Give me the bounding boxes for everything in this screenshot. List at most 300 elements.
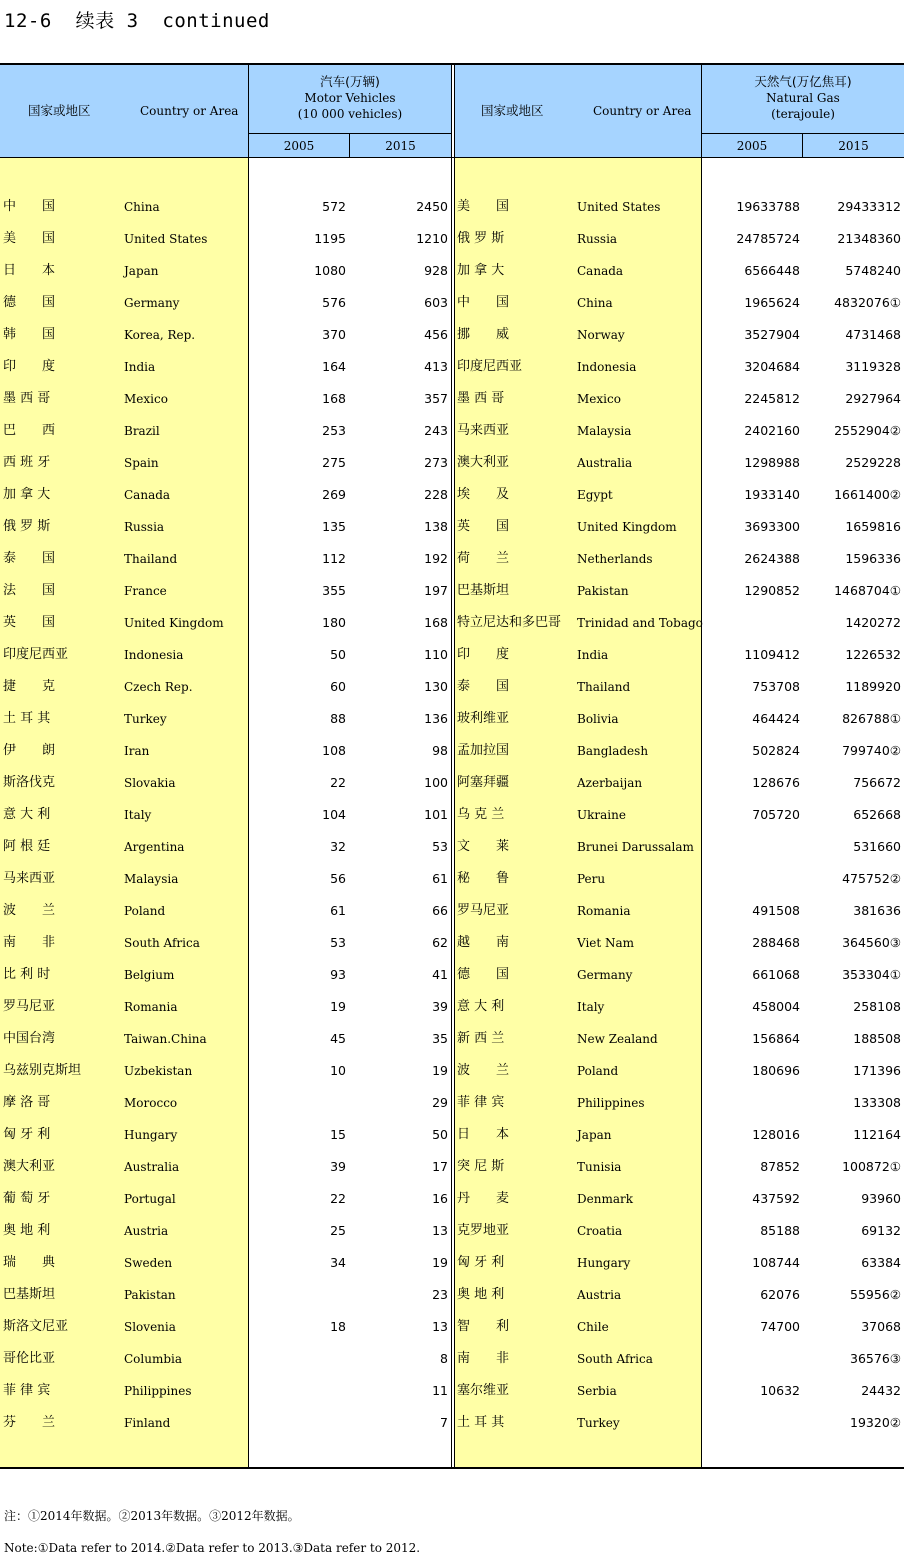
right-country-en: Netherlands xyxy=(577,552,653,566)
note-cn: 注：①2014年数据。②2013年数据。③2012年数据。 xyxy=(4,1509,300,1523)
right-country-en: Azerbaijan xyxy=(577,776,643,790)
left-country-en: Germany xyxy=(124,296,180,310)
left-country-en: Brazil xyxy=(124,424,160,438)
table-row xyxy=(0,575,904,607)
right-country-cn: 美 国 xyxy=(457,199,510,214)
right-country-en: Poland xyxy=(577,1064,619,1078)
right-country-cn: 文 莱 xyxy=(457,839,510,854)
vehicles-2005-cell: 275 xyxy=(322,455,346,470)
left-country-cn: 土 耳 其 xyxy=(3,711,51,726)
right-country-en: Serbia xyxy=(577,1384,617,1398)
vehicles-2015-cell: 19 xyxy=(432,1255,448,1270)
right-country-cn: 荷 兰 xyxy=(457,551,510,566)
right-country-en: Austria xyxy=(577,1288,622,1302)
left-country-cn: 斯洛文尼亚 xyxy=(3,1319,69,1334)
right-country-en: Peru xyxy=(577,872,606,886)
vehicles-2005-cell: 572 xyxy=(322,199,346,214)
left-country-cn: 加 拿 大 xyxy=(3,487,51,502)
table-row xyxy=(0,351,904,383)
right-country-cn: 埃 及 xyxy=(457,487,510,502)
vehicles-2005-cell: 108 xyxy=(322,743,346,758)
gas-2015-cell: 2927964 xyxy=(845,391,901,406)
vehicles-2015-cell: 110 xyxy=(424,647,448,662)
gas-2005-cell: 74700 xyxy=(760,1319,800,1334)
right-country-cn: 印度尼西亚 xyxy=(457,359,523,374)
left-country-cn: 韩 国 xyxy=(3,327,56,342)
table-row xyxy=(0,895,904,927)
gas-2005-cell: 705720 xyxy=(752,807,800,822)
right-country-en: Philippines xyxy=(577,1096,645,1110)
gas-2005-cell: 1965624 xyxy=(744,295,800,310)
left-country-cn: 俄 罗 斯 xyxy=(3,519,51,534)
vehicles-2005-cell: 22 xyxy=(330,1191,346,1206)
left-country-cn: 奥 地 利 xyxy=(3,1223,51,1238)
vehicles-2005-cell: 253 xyxy=(322,423,346,438)
right-country-cn: 波 兰 xyxy=(457,1063,510,1078)
left-country-en: Belgium xyxy=(124,968,175,982)
left-country-cn: 比 利 时 xyxy=(3,967,51,982)
gas-2015-cell: 475752② xyxy=(842,871,901,886)
right-country-cn: 克罗地亚 xyxy=(457,1223,510,1238)
gas-2015-cell: 93960 xyxy=(861,1191,901,1206)
gas-2005-cell: 24785724 xyxy=(736,231,800,246)
vehicles-2015-cell: 928 xyxy=(424,263,448,278)
right-year-rule xyxy=(702,133,904,134)
left-country-en: Sweden xyxy=(124,1256,173,1270)
vehicles-2015-cell: 228 xyxy=(424,487,448,502)
gas-2015-cell: 2552904② xyxy=(834,423,901,438)
gas-2015-cell: 1596336 xyxy=(845,551,901,566)
vehicles-2015-cell: 35 xyxy=(432,1031,448,1046)
vehicles-2015-cell: 357 xyxy=(424,391,448,406)
right-country-en: Viet Nam xyxy=(577,936,635,950)
table-row xyxy=(0,479,904,511)
gas-2005-cell: 3693300 xyxy=(744,519,800,534)
left-country-en: Australia xyxy=(124,1160,180,1174)
right-country-cn: 挪 威 xyxy=(457,327,510,342)
gas-2005-cell: 10632 xyxy=(760,1383,800,1398)
gas-2005-cell: 180696 xyxy=(752,1063,800,1078)
table-row xyxy=(0,639,904,671)
gas-2015-cell: 799740② xyxy=(842,743,901,758)
vehicles-2015-cell: 98 xyxy=(432,743,448,758)
vehicles-2015-cell: 7 xyxy=(440,1415,448,1430)
right-country-cn: 日 本 xyxy=(457,1127,510,1142)
vehicles-2015-cell: 273 xyxy=(424,455,448,470)
left-country-en: Argentina xyxy=(124,840,185,854)
gas-2005-cell: 2402160 xyxy=(744,423,800,438)
gas-2015-cell: 19320② xyxy=(850,1415,901,1430)
left-country-en: Poland xyxy=(124,904,166,918)
left-country-cn: 菲 律 宾 xyxy=(3,1383,51,1398)
table-row xyxy=(0,319,904,351)
right-country-en: China xyxy=(577,296,613,310)
table-row xyxy=(0,927,904,959)
left-country-cn: 芬 兰 xyxy=(3,1415,56,1430)
gas-2015-cell: 364560③ xyxy=(842,935,901,950)
table-row xyxy=(0,255,904,287)
right-country-en: Japan xyxy=(577,1128,612,1142)
left-country-cn: 法 国 xyxy=(3,583,56,598)
vehicles-2015-cell: 16 xyxy=(432,1191,448,1206)
right-country-en: Malaysia xyxy=(577,424,632,438)
right-country-cn: 印 度 xyxy=(457,647,510,662)
left-country-cn: 中国台湾 xyxy=(3,1031,56,1046)
vehicles-2005-cell: 164 xyxy=(322,359,346,374)
gas-2015-cell: 55956② xyxy=(850,1287,901,1302)
vehicles-2015-cell: 29 xyxy=(432,1095,448,1110)
vehicles-2015-cell: 53 xyxy=(432,839,448,854)
vehicles-2015-cell: 603 xyxy=(424,295,448,310)
right-country-cn: 墨 西 哥 xyxy=(457,391,505,406)
vehicles-2015-cell: 168 xyxy=(424,615,448,630)
gas-2005-cell: 6566448 xyxy=(744,263,800,278)
gas-2015-cell: 1189920 xyxy=(845,679,901,694)
vehicles-header-en: Motor Vehicles xyxy=(304,91,396,105)
vehicles-2015-cell: 2450 xyxy=(416,199,448,214)
vehicles-2005-cell: 135 xyxy=(322,519,346,534)
gas-2005-cell: 753708 xyxy=(752,679,800,694)
left-country-en: Indonesia xyxy=(124,648,184,662)
right-country-cn: 菲 律 宾 xyxy=(457,1095,505,1110)
gas-2005-cell: 85188 xyxy=(760,1223,800,1238)
right-country-cn: 丹 麦 xyxy=(457,1191,510,1206)
left-country-en: United States xyxy=(124,232,208,246)
gas-2005-cell: 62076 xyxy=(760,1287,800,1302)
gas-2015-cell: 4832076① xyxy=(834,295,901,310)
table-row xyxy=(0,1311,904,1343)
table-row xyxy=(0,1343,904,1375)
vehicles-2015-cell: 11 xyxy=(432,1383,448,1398)
vehicles-2005-cell: 25 xyxy=(330,1223,346,1238)
vehicles-2015-cell: 50 xyxy=(432,1127,448,1142)
table-row xyxy=(0,959,904,991)
gas-2015-cell: 188508 xyxy=(853,1031,901,1046)
vehicles-2005-cell: 50 xyxy=(330,647,346,662)
gas-2015-cell: 2529228 xyxy=(845,455,901,470)
table-row xyxy=(0,607,904,639)
gas-2015-cell: 1659816 xyxy=(845,519,901,534)
right-country-cn: 马来西亚 xyxy=(457,423,510,438)
left-country-cn: 日 本 xyxy=(3,263,56,278)
gas-2015-cell: 353304① xyxy=(842,967,901,982)
right-country-en: Bangladesh xyxy=(577,744,649,758)
gas-2015-cell: 1226532 xyxy=(845,647,901,662)
right-country-en: Australia xyxy=(577,456,633,470)
vehicles-2005-cell: 1080 xyxy=(314,263,346,278)
left-country-cn: 摩 洛 哥 xyxy=(3,1095,51,1110)
vehicles-2015-cell: 61 xyxy=(432,871,448,886)
gas-2005-cell: 437592 xyxy=(752,1191,800,1206)
vehicles-2015-cell: 100 xyxy=(424,775,448,790)
gas-2015-cell: 652668 xyxy=(853,807,901,822)
table-row xyxy=(0,191,904,223)
gas-2005-cell: 661068 xyxy=(752,967,800,982)
left-country-en: Russia xyxy=(124,520,165,534)
vehicles-2015-cell: 413 xyxy=(424,359,448,374)
table-row xyxy=(0,703,904,735)
right-country-cn: 突 尼 斯 xyxy=(457,1159,505,1174)
gas-2005-cell: 1290852 xyxy=(744,583,800,598)
table-row xyxy=(0,1215,904,1247)
left-country-cn: 印度尼西亚 xyxy=(3,647,69,662)
vehicles-2015-cell: 197 xyxy=(424,583,448,598)
vehicles-2005-cell: 61 xyxy=(330,903,346,918)
right-country-en: Turkey xyxy=(577,1416,620,1430)
left-country-en: Portugal xyxy=(124,1192,176,1206)
right-country-en: Tunisia xyxy=(577,1160,622,1174)
table-row xyxy=(0,1151,904,1183)
gas-2015-cell: 29433312 xyxy=(837,199,901,214)
gas-2015-cell: 1420272 xyxy=(845,615,901,630)
right-country-en: New Zealand xyxy=(577,1032,658,1046)
table-row xyxy=(0,991,904,1023)
right-country-cn: 泰 国 xyxy=(457,679,510,694)
gas-2005-cell: 87852 xyxy=(760,1159,800,1174)
vehicles-2015-cell: 39 xyxy=(432,999,448,1014)
left-country-cn: 马来西亚 xyxy=(3,871,56,886)
left-country-en: Romania xyxy=(124,1000,178,1014)
left-year-2005: 2005 xyxy=(283,139,315,153)
left-country-en: Malaysia xyxy=(124,872,179,886)
left-year-rule xyxy=(249,133,451,134)
left-country-cn: 匈 牙 利 xyxy=(3,1127,51,1142)
table-row xyxy=(0,735,904,767)
right-country-en: Thailand xyxy=(577,680,631,694)
gas-2015-cell: 5748240 xyxy=(845,263,901,278)
table-row xyxy=(0,383,904,415)
right-country-cn: 新 西 兰 xyxy=(457,1031,505,1046)
vehicles-2015-cell: 136 xyxy=(424,711,448,726)
left-country-cn: 德 国 xyxy=(3,295,56,310)
vehicles-2005-cell: 56 xyxy=(330,871,346,886)
left-country-cn: 美 国 xyxy=(3,231,56,246)
table-title: 12-6 续表 3 continued xyxy=(4,10,270,32)
right-country-cn: 塞尔维亚 xyxy=(457,1383,510,1398)
vehicles-2005-cell: 34 xyxy=(330,1255,346,1270)
gas-header-cn: 天然气(万亿焦耳) xyxy=(754,74,852,89)
gas-2015-cell: 1468704① xyxy=(834,583,901,598)
gas-2005-cell: 128676 xyxy=(752,775,800,790)
left-country-cn: 波 兰 xyxy=(3,903,56,918)
left-country-cn: 南 非 xyxy=(3,935,56,950)
left-country-en: Spain xyxy=(124,456,159,470)
right-country-en: Croatia xyxy=(577,1224,623,1238)
vehicles-2015-cell: 62 xyxy=(432,935,448,950)
table-row xyxy=(0,671,904,703)
vehicles-2015-cell: 66 xyxy=(432,903,448,918)
right-country-en: United Kingdom xyxy=(577,520,677,534)
gas-2015-cell: 3119328 xyxy=(845,359,901,374)
right-country-en: Canada xyxy=(577,264,624,278)
table-row xyxy=(0,287,904,319)
table-row xyxy=(0,831,904,863)
table-row xyxy=(0,1407,904,1439)
vehicles-2015-cell: 8 xyxy=(440,1351,448,1366)
gas-2005-cell: 288468 xyxy=(752,935,800,950)
table-row xyxy=(0,1023,904,1055)
vehicles-2015-cell: 1210 xyxy=(416,231,448,246)
gas-2015-cell: 112164 xyxy=(853,1127,901,1142)
table-row xyxy=(0,543,904,575)
left-country-en: Slovenia xyxy=(124,1320,176,1334)
right-year-2005: 2005 xyxy=(736,139,768,153)
gas-2015-cell: 69132 xyxy=(861,1223,901,1238)
left-country-cn: 印 度 xyxy=(3,359,56,374)
gas-2005-cell: 502824 xyxy=(752,743,800,758)
vehicles-2005-cell: 104 xyxy=(322,807,346,822)
right-country-cn: 澳大利亚 xyxy=(457,455,510,470)
gas-2015-cell: 258108 xyxy=(853,999,901,1014)
gas-2015-cell: 133308 xyxy=(853,1095,901,1110)
left-country-en: Slovakia xyxy=(124,776,176,790)
vehicles-2015-cell: 243 xyxy=(424,423,448,438)
left-country-en-header: Country or Area xyxy=(140,104,239,118)
gas-2015-cell: 756672 xyxy=(853,775,901,790)
gas-2015-cell: 21348360 xyxy=(837,231,901,246)
table-row xyxy=(0,767,904,799)
vehicles-2005-cell: 370 xyxy=(322,327,346,342)
gas-2015-cell: 36576③ xyxy=(850,1351,901,1366)
gas-2015-cell: 1661400② xyxy=(834,487,901,502)
right-country-cn: 德 国 xyxy=(457,967,510,982)
gas-2005-cell: 1109412 xyxy=(744,647,800,662)
left-country-cn: 泰 国 xyxy=(3,551,56,566)
right-country-cn: 秘 鲁 xyxy=(457,871,510,886)
gas-group-header xyxy=(702,74,904,122)
vehicles-2015-cell: 41 xyxy=(432,967,448,982)
gas-2005-cell: 128016 xyxy=(752,1127,800,1142)
right-country-en: Egypt xyxy=(577,488,613,502)
table-row xyxy=(0,1247,904,1279)
vehicles-2005-cell: 576 xyxy=(322,295,346,310)
vehicles-2005-cell: 112 xyxy=(322,551,346,566)
table-row xyxy=(0,1183,904,1215)
vehicles-2005-cell: 269 xyxy=(322,487,346,502)
right-country-en: Chile xyxy=(577,1320,609,1334)
gas-2015-cell: 826788① xyxy=(842,711,901,726)
vehicles-2005-cell: 53 xyxy=(330,935,346,950)
vehicles-2015-cell: 192 xyxy=(424,551,448,566)
right-country-cn: 智 利 xyxy=(457,1319,510,1334)
right-country-en: Germany xyxy=(577,968,633,982)
table-row xyxy=(0,1375,904,1407)
left-country-cn-header: 国家或地区 xyxy=(28,103,91,118)
table-row xyxy=(0,1119,904,1151)
right-country-en: Norway xyxy=(577,328,625,342)
right-country-cn: 玻利维亚 xyxy=(457,711,510,726)
gas-2015-cell: 63384 xyxy=(861,1255,901,1270)
right-country-cn: 阿塞拜疆 xyxy=(457,775,510,790)
table-row xyxy=(0,1055,904,1087)
left-country-cn: 阿 根 廷 xyxy=(3,839,51,854)
left-country-en: Austria xyxy=(124,1224,169,1238)
left-country-en: Canada xyxy=(124,488,171,502)
left-country-en: Mexico xyxy=(124,392,168,406)
left-country-cn: 葡 萄 牙 xyxy=(3,1191,51,1206)
vehicles-2005-cell: 88 xyxy=(330,711,346,726)
table-row xyxy=(0,415,904,447)
left-country-en: Philippines xyxy=(124,1384,192,1398)
left-country-en: Italy xyxy=(124,808,152,822)
left-country-cn: 中 国 xyxy=(3,199,56,214)
gas-2005-cell: 491508 xyxy=(752,903,800,918)
gas-2005-cell: 3204684 xyxy=(744,359,800,374)
right-country-cn: 英 国 xyxy=(457,519,510,534)
right-year-2015: 2015 xyxy=(838,139,869,153)
left-country-cn: 罗马尼亚 xyxy=(3,999,56,1014)
vehicles-2005-cell: 39 xyxy=(330,1159,346,1174)
left-country-en: Czech Rep. xyxy=(124,680,193,694)
table-row xyxy=(0,1087,904,1119)
vehicles-2005-cell: 15 xyxy=(330,1127,346,1142)
left-country-cn: 哥伦比亚 xyxy=(3,1351,56,1366)
left-country-en: Pakistan xyxy=(124,1288,176,1302)
vehicles-2005-cell: 10 xyxy=(330,1063,346,1078)
right-country-en: Trinidad and Tobago xyxy=(577,616,703,630)
gas-header-unit: (terajoule) xyxy=(771,107,835,121)
gas-2015-cell: 531660 xyxy=(853,839,901,854)
right-country-en: Italy xyxy=(577,1000,605,1014)
left-country-en: Hungary xyxy=(124,1128,178,1142)
table-row xyxy=(0,447,904,479)
vehicles-2005-cell: 19 xyxy=(330,999,346,1014)
left-country-cn: 斯洛伐克 xyxy=(3,775,56,790)
gas-header-en: Natural Gas xyxy=(766,91,840,105)
data-table xyxy=(0,63,904,1469)
table-row xyxy=(0,223,904,255)
vehicles-2015-cell: 13 xyxy=(432,1319,448,1334)
right-country-cn: 土 耳 其 xyxy=(457,1415,505,1430)
gas-2015-cell: 171396 xyxy=(853,1063,901,1078)
gas-2005-cell: 2624388 xyxy=(744,551,800,566)
right-country-cn: 南 非 xyxy=(457,1351,510,1366)
left-country-en: India xyxy=(124,360,156,374)
gas-2015-cell: 4731468 xyxy=(845,327,901,342)
gas-2005-cell: 108744 xyxy=(752,1255,800,1270)
header-bottom-rule xyxy=(0,157,904,158)
gas-2005-cell: 3527904 xyxy=(744,327,800,342)
left-country-cn: 乌兹别克斯坦 xyxy=(3,1063,82,1078)
right-country-cn: 巴基斯坦 xyxy=(457,583,510,598)
left-country-en: Finland xyxy=(124,1416,171,1430)
right-country-en: Russia xyxy=(577,232,618,246)
right-country-en: Ukraine xyxy=(577,808,626,822)
left-country-en: Taiwan.China xyxy=(124,1032,207,1046)
vehicles-header-cn: 汽车(万辆) xyxy=(320,74,380,89)
right-country-cn: 奥 地 利 xyxy=(457,1287,505,1302)
vehicles-2005-cell: 45 xyxy=(330,1031,346,1046)
vehicles-2015-cell: 456 xyxy=(424,327,448,342)
left-country-en: South Africa xyxy=(124,936,200,950)
left-country-cn: 墨 西 哥 xyxy=(3,391,51,406)
vehicles-2005-cell: 18 xyxy=(330,1319,346,1334)
table-row xyxy=(0,863,904,895)
right-country-en: Mexico xyxy=(577,392,621,406)
right-country-cn: 中 国 xyxy=(457,295,510,310)
left-country-cn: 巴 西 xyxy=(3,423,56,438)
left-country-en: Korea, Rep. xyxy=(124,328,196,342)
left-year-2015: 2015 xyxy=(385,139,416,153)
right-country-cn: 罗马尼亚 xyxy=(457,903,510,918)
left-country-cn: 意 大 利 xyxy=(3,807,51,822)
vehicles-2015-cell: 101 xyxy=(424,807,448,822)
right-country-en: Denmark xyxy=(577,1192,633,1206)
gas-2005-cell: 1298988 xyxy=(744,455,800,470)
vehicles-2015-cell: 130 xyxy=(424,679,448,694)
table-row xyxy=(0,1279,904,1311)
right-country-en: Bolivia xyxy=(577,712,619,726)
